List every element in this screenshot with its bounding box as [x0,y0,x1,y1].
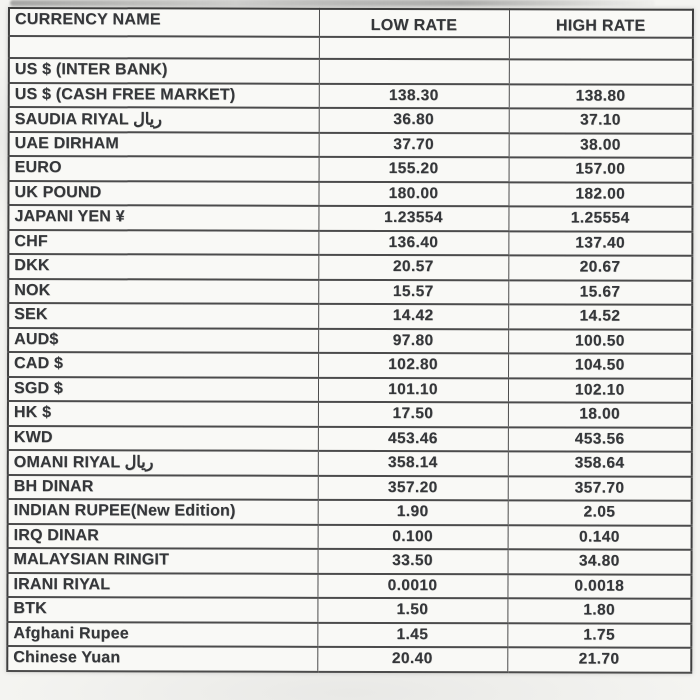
high-rate-cell: 1.80 [507,598,691,623]
high-rate-cell: 104.50 [508,353,692,378]
table-row [8,475,692,501]
table-header-row [9,8,693,38]
table-row [8,279,692,305]
table-row [8,401,692,427]
table-row [8,352,692,378]
currency-name-cell: Afghani Rupee [7,622,317,647]
high-rate-cell: 0.140 [508,525,692,550]
table-row [8,328,692,354]
low-rate-cell [319,59,509,84]
table-row [7,573,691,599]
low-rate-cell: 33.50 [318,549,508,574]
high-rate-cell: 2.05 [508,500,692,525]
table-row [8,426,692,452]
currency-rates-table [6,7,694,673]
currency-name-cell: US $ (INTER BANK) [9,58,319,83]
high-rate-cell: 138.80 [509,84,693,109]
low-rate-cell: 1.23554 [318,206,508,231]
low-rate-cell: 102.80 [318,353,508,378]
low-rate-cell: 357.20 [318,475,508,500]
high-rate-cell: 21.70 [507,647,691,672]
low-rate-cell: 358.14 [318,451,508,476]
low-rate-cell: 101.10 [318,377,508,402]
currency-name-cell: MALAYSIAN RINGIT [8,548,318,573]
table-row [8,450,692,476]
scan-smudge [10,0,655,6]
currency-name-cell: UAE DIRHAM [9,132,319,157]
high-rate-cell: 37.10 [509,108,693,133]
table-row [8,205,692,231]
table-row [9,107,693,133]
low-rate-cell: 37.70 [319,132,509,157]
low-rate-cell: 15.57 [318,279,508,304]
high-rate-cell: 18.00 [508,402,692,427]
currency-name-cell: BTK [7,597,317,622]
table-row [8,303,692,329]
table-row [9,58,693,84]
currency-name-cell: SAUDIA RIYAL ريال [9,107,319,132]
table-row [8,254,692,280]
table-row [8,499,692,525]
high-rate-cell: 357.70 [508,476,692,501]
currency-name-cell: CHF [8,230,318,255]
table-row [9,132,693,158]
currency-name-cell: HK $ [8,401,318,426]
low-rate-cell: 1.90 [318,500,508,525]
low-rate-cell: 453.46 [318,426,508,451]
high-rate-cell: 15.67 [508,280,692,305]
currency-name-cell: Chinese Yuan [7,646,317,671]
currency-name-cell: UK POUND [8,181,318,206]
table-row [9,156,693,182]
spacer-row [9,36,693,60]
high-rate-cell: 358.64 [508,451,692,476]
low-rate-header: LOW RATE [319,9,509,37]
table-row [8,230,692,256]
currency-name-cell: DKK [8,254,318,279]
low-rate-cell: 36.80 [319,108,509,133]
high-rate-cell: 1.25554 [508,206,692,231]
high-rate-cell: 38.00 [509,133,693,158]
currency-name-cell: JAPANI YEN ¥ [8,205,318,230]
currency-name-cell: KWD [8,426,318,451]
table-row [8,548,692,574]
low-rate-cell: 17.50 [318,402,508,427]
currency-name-cell: SEK [8,303,318,328]
low-rate-cell: 0.100 [318,524,508,549]
currency-name-cell: SGD $ [8,377,318,402]
currency-name-cell: CAD $ [8,352,318,377]
high-rate-cell [509,59,693,84]
high-rate-cell: 20.67 [508,255,692,280]
high-rate-cell: 34.80 [508,549,692,574]
high-rate-cell: 137.40 [508,231,692,256]
currency-name-cell: OMANI RIYAL ريال [8,450,318,475]
high-rate-cell: 182.00 [508,182,692,207]
currency-name-cell: EURO [9,156,319,181]
table-row [7,646,691,672]
low-rate-cell: 14.42 [318,304,508,329]
low-rate-cell: 1.50 [317,598,507,623]
high-rate-cell: 0.0018 [507,574,691,599]
low-rate-cell: 0.0010 [317,573,507,598]
table-row [9,83,693,109]
currency-name-cell: AUD$ [8,328,318,353]
high-rate-header: HIGH RATE [509,9,693,37]
high-rate-cell: 102.10 [508,378,692,403]
table-body [7,36,693,672]
table-row [7,597,691,623]
currency-name-cell: US $ (CASH FREE MARKET) [9,83,319,108]
currency-name-cell: IRQ DINAR [8,524,318,549]
low-rate-cell: 20.57 [318,255,508,280]
currency-name-cell: NOK [8,279,318,304]
currency-name-header: CURRENCY NAME [9,8,319,37]
high-rate-cell: 1.75 [507,623,691,648]
low-rate-cell: 155.20 [319,157,509,182]
currency-name-cell: BH DINAR [8,475,318,500]
low-rate-cell: 136.40 [318,230,508,255]
low-rate-cell: 20.40 [317,647,507,672]
low-rate-cell: 97.80 [318,328,508,353]
low-rate-cell: 180.00 [318,181,508,206]
high-rate-cell: 157.00 [509,157,693,182]
currency-rates-table-wrap [6,7,692,673]
high-rate-cell: 14.52 [508,304,692,329]
currency-name-cell [9,36,319,59]
currency-name-cell: IRANI RIYAL [7,573,317,598]
low-rate-cell: 138.30 [319,83,509,108]
table-row [8,524,692,550]
low-rate-cell [319,37,509,59]
table-row [8,377,692,403]
high-rate-cell: 453.56 [508,427,692,452]
table-row [7,622,691,648]
table-row [8,181,692,207]
low-rate-cell: 1.45 [317,622,507,647]
currency-name-cell: INDIAN RUPEE(New Edition) [8,499,318,524]
high-rate-cell [509,37,693,59]
high-rate-cell: 100.50 [508,329,692,354]
